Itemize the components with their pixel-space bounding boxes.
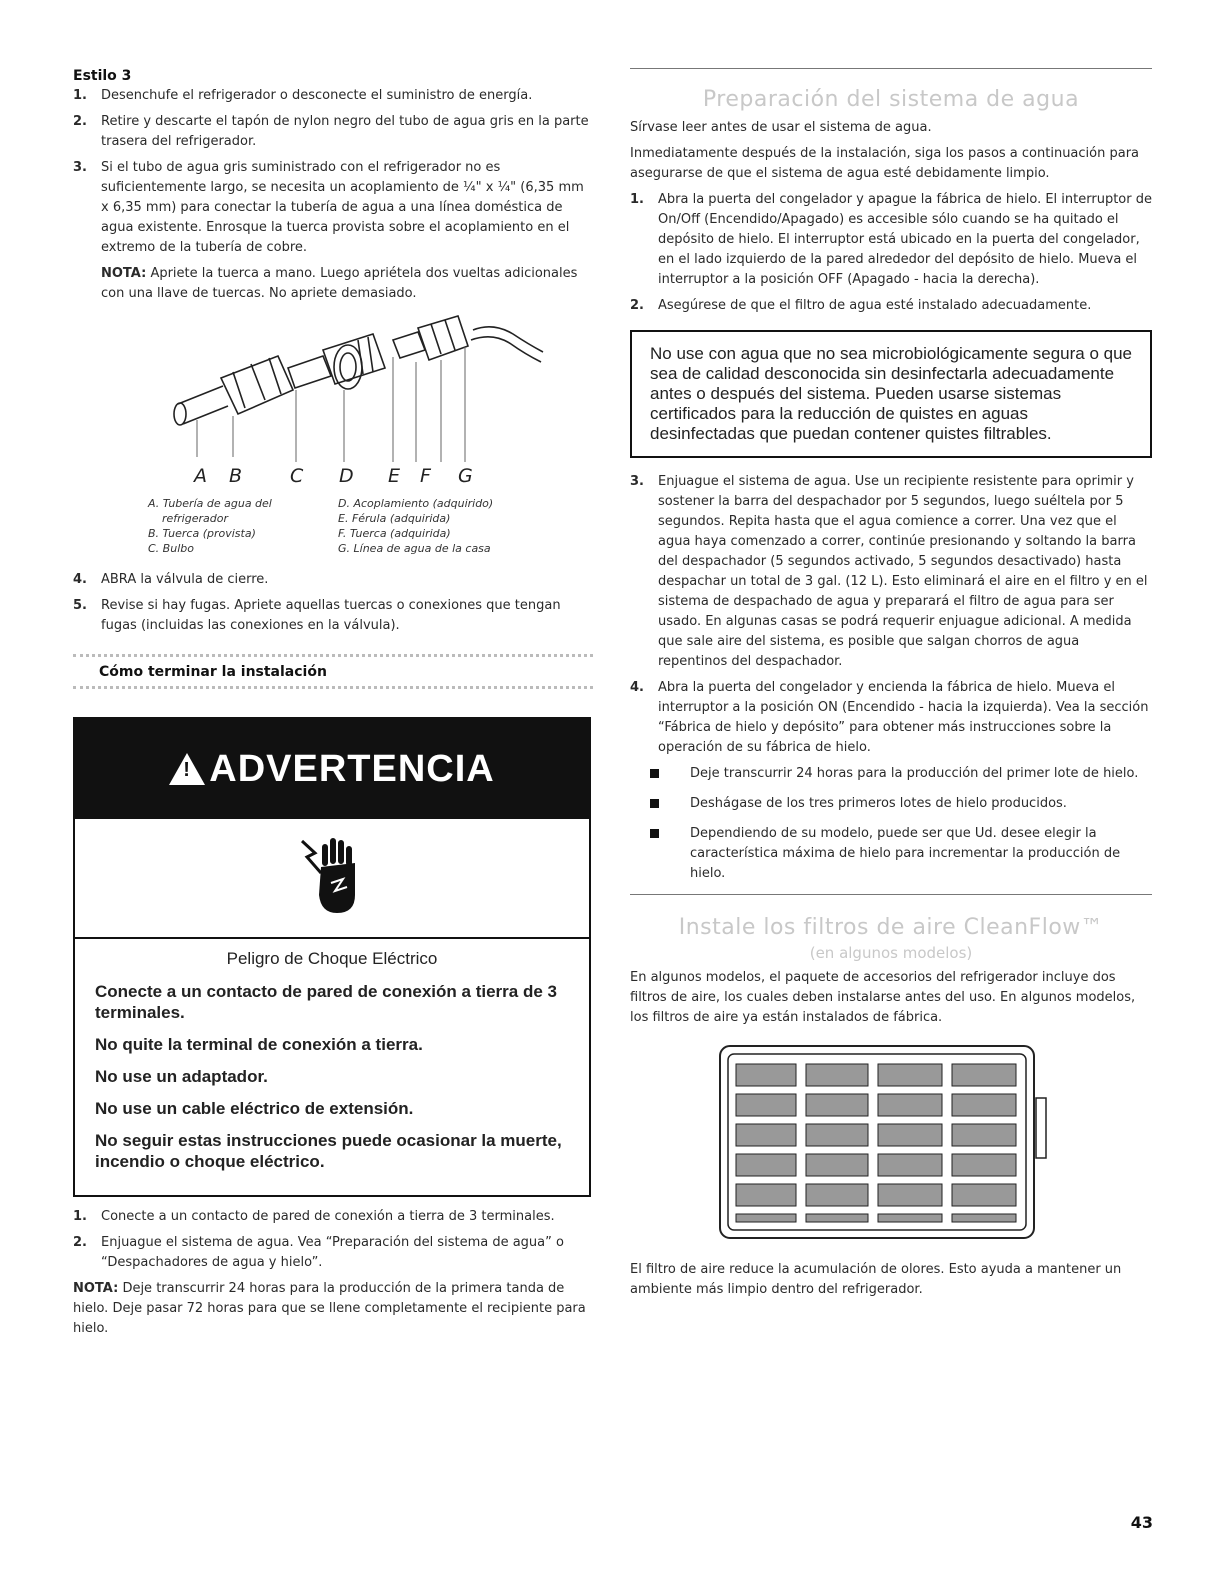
intro-2: Inmediatamente después de la instalación, siga los pasos a continuación para asegurarse de que el sistema de agua esté debidamente limpio. bbox=[630, 146, 1140, 181]
section-subtitle: (en algunos modelos) bbox=[809, 944, 973, 962]
label-f: F bbox=[420, 465, 431, 487]
steps-list-2 bbox=[73, 570, 593, 636]
page-number: 43 bbox=[1130, 1513, 1153, 1532]
electric-shock-icon bbox=[75, 819, 589, 939]
right-column bbox=[630, 68, 1152, 1300]
list-item: 2. Enjuague el sistema de agua. Vea “Preparación del sistema de agua” o “Despachadores de agua y hielo”. bbox=[73, 1235, 564, 1270]
intro-1: Sírvase leer antes de usar el sistema de agua. bbox=[630, 120, 932, 135]
divider bbox=[630, 68, 1152, 69]
water-steps-2 bbox=[630, 472, 1152, 758]
list-item: 3. Si el tubo de agua gris suministrado con el refrigerador no es suficientemente largo, se necesita un acoplamiento de ¼" x ¼" (6,35 mm x 6,35 mm) para conectar la tubería de agua a una línea doméstica de agua existente. Enrosque la tuerca provista sobre el acoplamiento en el extremo de la tubería de cobre. bbox=[73, 160, 584, 255]
label-a: A bbox=[194, 465, 207, 487]
list-item: 2. Retire y descarte el tapón de nylon negro del tubo de agua gris en la parte trasera del refrigerador. bbox=[73, 114, 589, 149]
list-item: 4. ABRA la válvula de cierre. bbox=[73, 572, 269, 587]
warning-triangle-icon bbox=[169, 753, 205, 785]
air-filter-para-1: En algunos modelos, el paquete de accesorios del refrigerador incluye dos filtros de aire, los cuales deben instalarse antes del uso. En algunos modelos, los filtros de aire ya están instalados de fábrica. bbox=[630, 970, 1136, 1025]
list-item: 2. Asegúrese de que el filtro de agua esté instalado adecuadamente. bbox=[630, 298, 1092, 313]
steps-list-1 bbox=[73, 86, 593, 258]
list-item: Deshágase de los tres primeros lotes de hielo producidos. bbox=[630, 794, 1152, 814]
divider bbox=[630, 894, 1152, 895]
section-title-air-filter: Instale los filtros de aire CleanFlow™ bbox=[678, 915, 1104, 940]
note-1: NOTA: Apriete la tuerca a mano. Luego apriétela dos vueltas adicionales con una llave de tuercas. No apriete demasiado. bbox=[101, 266, 578, 301]
list-item: Deje transcurrir 24 horas para la producción del primer lote de hielo. bbox=[630, 764, 1152, 784]
ice-bullets bbox=[630, 764, 1152, 884]
list-item: Dependiendo de su modelo, puede ser que Ud. desee elegir la característica máxima de hielo para incrementar la producción de hielo. bbox=[630, 824, 1152, 884]
section-title-water: Preparación del sistema de agua bbox=[702, 87, 1080, 112]
warning-header: ! ADVERTENCIA bbox=[75, 719, 589, 819]
left-column bbox=[73, 68, 593, 1339]
legend-right: D. Acoplamiento (adquirido) E. Férula (adquirida) F. Tuerca (adquirida) G. Línea de agua de la casa bbox=[338, 497, 494, 555]
steps-list-3 bbox=[73, 1207, 593, 1273]
style-heading: Estilo 3 bbox=[73, 68, 132, 84]
air-filter-illustration bbox=[714, 1038, 1152, 1252]
note-2: NOTA: Deje transcurrir 24 horas para la producción de la primera tanda de hielo. Deje pasar 72 horas para que se llene completamente el recipiente para hielo. bbox=[73, 1281, 586, 1336]
label-c: C bbox=[290, 465, 304, 487]
label-b: B bbox=[229, 465, 243, 487]
list-item: 4. Abra la puerta del congelador y encienda la fábrica de hielo. Mueva el interruptor a la posición ON (Encendido - hacia la izquierda). Vea la sección “Fábrica de hielo y depósito” para obtener más instrucciones sobre la operación de su fábrica de hielo. bbox=[630, 680, 1149, 755]
list-item: 5. Revise si hay fugas. Apriete aquellas tuercas o conexiones que tengan fugas (incluidas las conexiones en la válvula). bbox=[73, 598, 561, 633]
section-banner: Cómo terminar la instalación bbox=[73, 654, 593, 689]
label-g: G bbox=[458, 465, 473, 487]
water-safety-box: No use con agua que no sea microbiológicamente segura o que sea de calidad desconocida sin desinfectarla adecuadamente antes o después del sistema. Pueden usarse sistemas certificados para la reducción de quistes en aguas desinfectadas que puedan contener quistes filtrables. bbox=[630, 330, 1152, 458]
warning-body: Peligro de Choque Eléctrico Conecte a un contacto de pared de conexión a tierra de 3 terminales. No quite la terminal de conexión a tierra. No use un adaptador. No use un cable eléctrico de extensión. No seguir estas instrucciones puede ocasionar la muerte, incendio o choque eléctrico. bbox=[95, 949, 562, 1171]
fitting-diagram bbox=[73, 312, 593, 562]
legend-left: A. Tubería de agua del refrigerador B. Tuerca (provista) C. Bulbo bbox=[148, 497, 272, 555]
water-steps-1 bbox=[630, 190, 1152, 316]
warning-box bbox=[73, 717, 591, 1197]
list-item: 1. Desenchufe el refrigerador o desconecte el suministro de energía. bbox=[73, 88, 533, 103]
list-item: 1. Abra la puerta del congelador y apague la fábrica de hielo. El interruptor de On/Off (Encendido/Apagado) es accesible sólo cuando se ha quitado el depósito de hielo. El interruptor está ubicado en la puerta del congelador, en el lado izquierdo de la pared alrededor del depósito de hielo. Mueva el interruptor a la posición OFF (Apagado - hacia la derecha). bbox=[630, 192, 1152, 287]
list-item: 3. Enjuague el sistema de agua. Use un recipiente resistente para oprimir y sostener la barra del despachador por 5 segundos, luego suéltela por 5 segundos. Repita hasta que el agua comience a correr. Una vez que el agua haya comenzado a correr, continúe presionando y soltando la barra del despachador (5 segundos activado, 5 segundos desactivado) hasta despachar un total de 3 gal. (12 L). Esto eliminará el aire en el filtro y en el sistema de despachado de agua y preparará el filtro de agua para ser usado. En algunas casas se podrá requerir enjuague adicional. A medida que sale aire del sistema, es posible que salgan chorros de agua repentinos del despachador. bbox=[630, 474, 1148, 669]
list-item: 1. Conecte a un contacto de pared de conexión a tierra de 3 terminales. bbox=[73, 1209, 555, 1224]
label-e: E bbox=[388, 465, 401, 487]
air-filter-para-2: El filtro de aire reduce la acumulación de olores. Esto ayuda a mantener un ambiente más limpio dentro del refrigerador. bbox=[630, 1262, 1122, 1297]
label-d: D bbox=[339, 465, 354, 487]
